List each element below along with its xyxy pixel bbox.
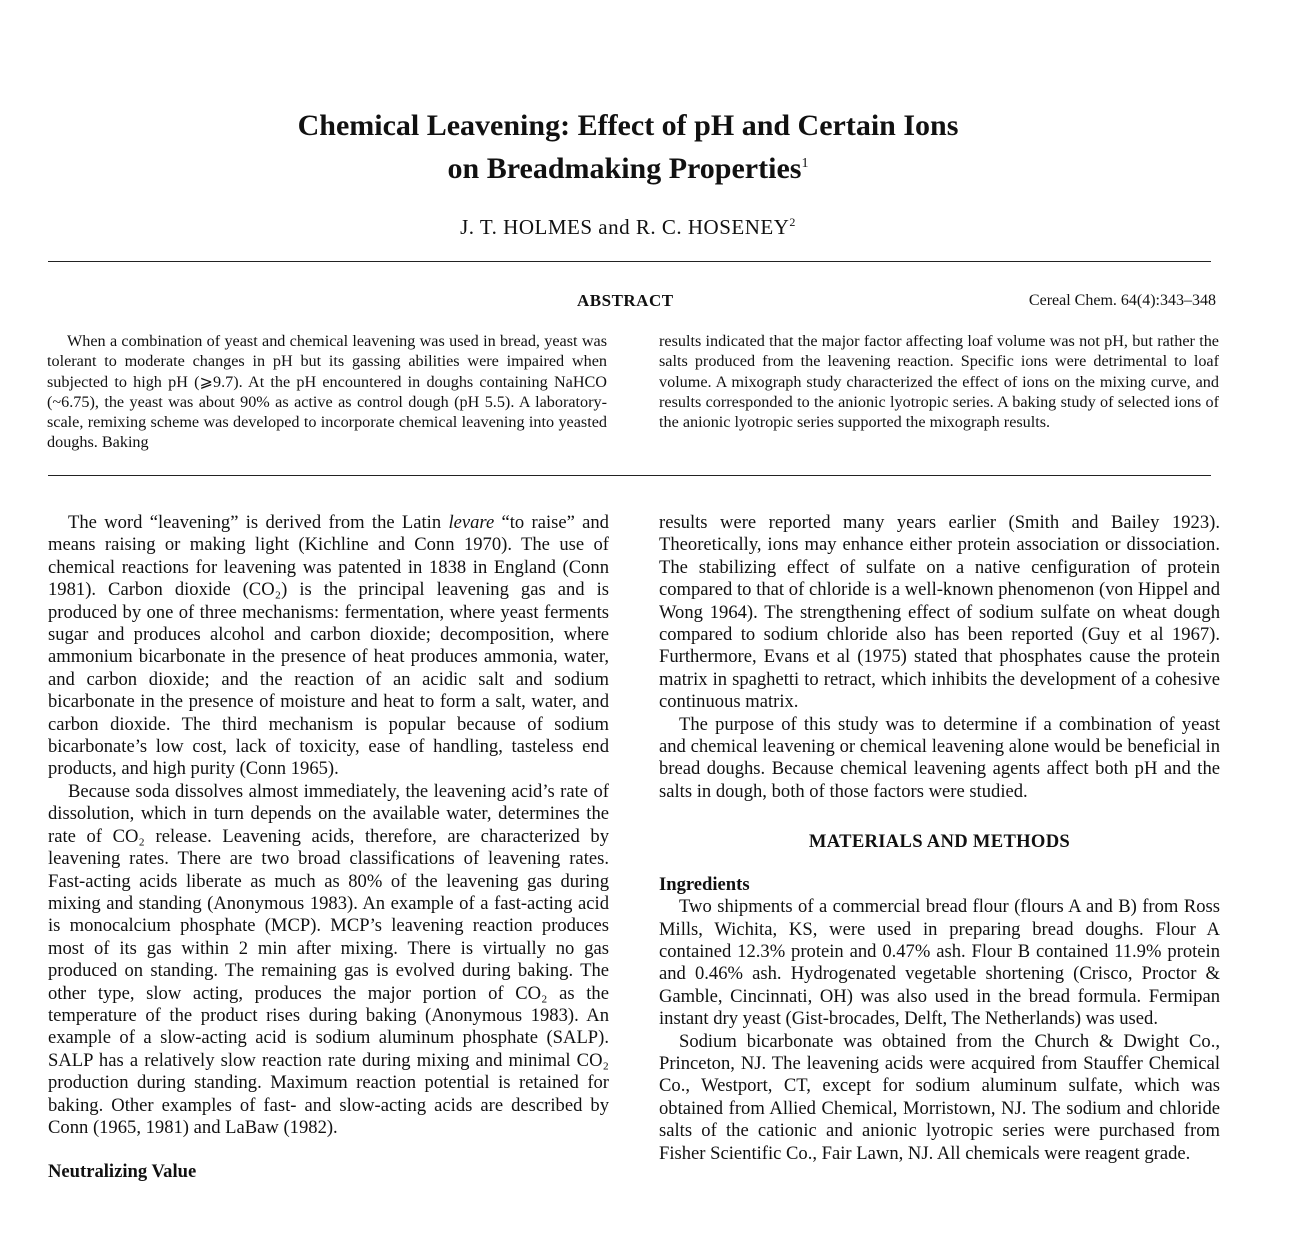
intro-paragraph-4: The purpose of this study was to determine if a combination of yeast and chemical leavening or chemical leavening alone would be beneficial in bread doughs. Because chemical leavening agents affect both pH and the salts in dough, both of those factors were studied. [659, 713, 1220, 802]
subsection-heading-neutralizing-value: Neutralizing Value [48, 1161, 197, 1183]
intro-p1-part-a: The word “leavening” is derived from the Latin [68, 512, 449, 533]
latin-term: levare [448, 512, 495, 533]
title-line-2-text: on Breadmaking Properties [447, 152, 802, 185]
top-rule [48, 261, 1211, 262]
intro-paragraph-3: results were reported many years earlier (Smith and Bailey 1923). Theoretically, ions may enhance either protein association or dissociation. The stabilizing effect of sulfate on a native cenfiguration of protein compared to that of chloride is a well-known phenomenon (von Hippel and Wong 1964). The strengthening effect of sodium sulfate on wheat dough compared to sodium chloride also has been reported (Guy et al 1967). Furthermore, Evans et al (1975) stated that phosphates cause the protein matrix in spaghetti to retract, which inhibits the development of a cohesive continuous matrix. [659, 512, 1220, 713]
authors-footnote-marker: 2 [789, 215, 796, 229]
body-right-column [659, 512, 1220, 1165]
intro-p1-part-b: “to raise” and means raising or making light (Kichline and Conn 1970). The use of chemical reactions for leavening was patented in 1838 in England (Conn 1981). Carbon dioxide (CO₂) is the principal leavening gas and is produced by one of three mechanisms: fermentation, where yeast ferments sugar and produces alcohol and carbon dioxide; decomposition, where ammonium bicarbonate in the presence of heat produces ammonia, water, and carbon dioxide; and the reaction of an acidic salt and sodium bicarbonate in the presence of moisture and heat to form a salt, water, and carbon dioxide. The third mechanism is popular because of sodium bicarbonate’s low cost, lack of toxicity, ease of handling, tasteless end products, and high purity (Conn 1965). [48, 512, 609, 780]
authors-text: J. T. HOLMES and R. C. HOSENEY [460, 215, 790, 239]
subsection-heading-ingredients: Ingredients [659, 873, 750, 895]
ingredients-paragraph-1: Two shipments of a commercial bread flour (flours A and B) from Ross Mills, Wichita, KS, were used in preparing bread doughs. Flour A contained 12.3% protein and 0.47% ash. Flour B contained 11.9% protein and 0.46% ash. Hydrogenated vegetable shortening (Crisco, Proctor & Gamble, Cincinnati, OH) was also used in the bread formula. Fermipan instant dry yeast (Gist-brocades, Delft, The Netherlands) was used. [659, 896, 1220, 1030]
intro-paragraph-2: Because soda dissolves almost immediately, the leavening acid’s rate of dissolution, which in turn depends on the available water, determines the rate of CO₂ release. Leavening acids, therefore, are characterized by leavening rates. There are two broad classifications of leavening rates. Fast-acting acids liberate as much as 80% of the leavening gas during mixing and standing (Anonymous 1983). An example of a fast-acting acid is monocalcium phosphate (MCP). MCP’s leavening reaction produces most of its gas within 2 min after mixing. There is virtually no gas produced on standing. The remaining gas is evolved during baking. The other type, slow acting, produces the major portion of CO₂ as the temperature of the product rises during baking (Anonymous 1983). An example of a slow-acting acid is sodium aluminum phosphate (SALP). SALP has a relatively slow reaction rate during mixing and minimal CO₂ production during standing. Maximum reaction potential is retained for baking. Other examples of fast- and slow-acting acids are described by Conn (1965, 1981) and LaBaw (1982). [48, 780, 609, 1138]
bottom-rule [48, 475, 1211, 476]
paper-title [0, 107, 1256, 188]
ingredients-paragraph-2: Sodium bicarbonate was obtained from the Church & Dwight Co., Princeton, NJ. The leavening acids were acquired from Stauffer Chemical Co., Westport, CT, except for sodium aluminum sulfate, which was obtained from Allied Chemical, Morristown, NJ. The sodium and chloride salts of the cationic and anionic lyotropic series were purchased from Fisher Scientific Co., Fair Lawn, NJ. All chemicals were reagent grade. [659, 1030, 1220, 1164]
title-line-1: Chemical Leavening: Effect of pH and Certain Ions [297, 109, 959, 142]
abstract-left-column: When a combination of yeast and chemical leavening was used in bread, yeast was tolerant to moderate changes in pH but its gassing abilities were impaired when subjected to high pH (⩾9.7). At the pH encountered in doughs containing NaHCO (~6.75), the yeast was about 90% as active as control dough (pH 5.5). A laboratory-scale, remixing scheme was developed to incorporate chemical leavening into yeasted doughs. Baking [47, 332, 607, 452]
body-left-column [48, 512, 609, 1184]
title-footnote-marker: 1 [801, 156, 809, 171]
abstract-right-column: results indicated that the major factor affecting loaf volume was not pH, but rather the salts produced from the leavening reaction. Specific ions were detrimental to loaf volume. A mixograph study characterized the effect of ions on the mixing curve, and results corresponded to the anionic lyotropic series. A baking study of selected ions of the anionic lyotropic series supported the mixograph results. [659, 332, 1219, 432]
abstract-heading: ABSTRACT [577, 291, 674, 310]
journal-citation: Cereal Chem. 64(4):343–348 [1028, 292, 1216, 309]
intro-paragraph-1 [48, 512, 609, 781]
title-line-2 [0, 145, 1256, 188]
authors [0, 215, 1256, 240]
section-heading-materials-methods: MATERIALS AND METHODS [808, 831, 1071, 853]
